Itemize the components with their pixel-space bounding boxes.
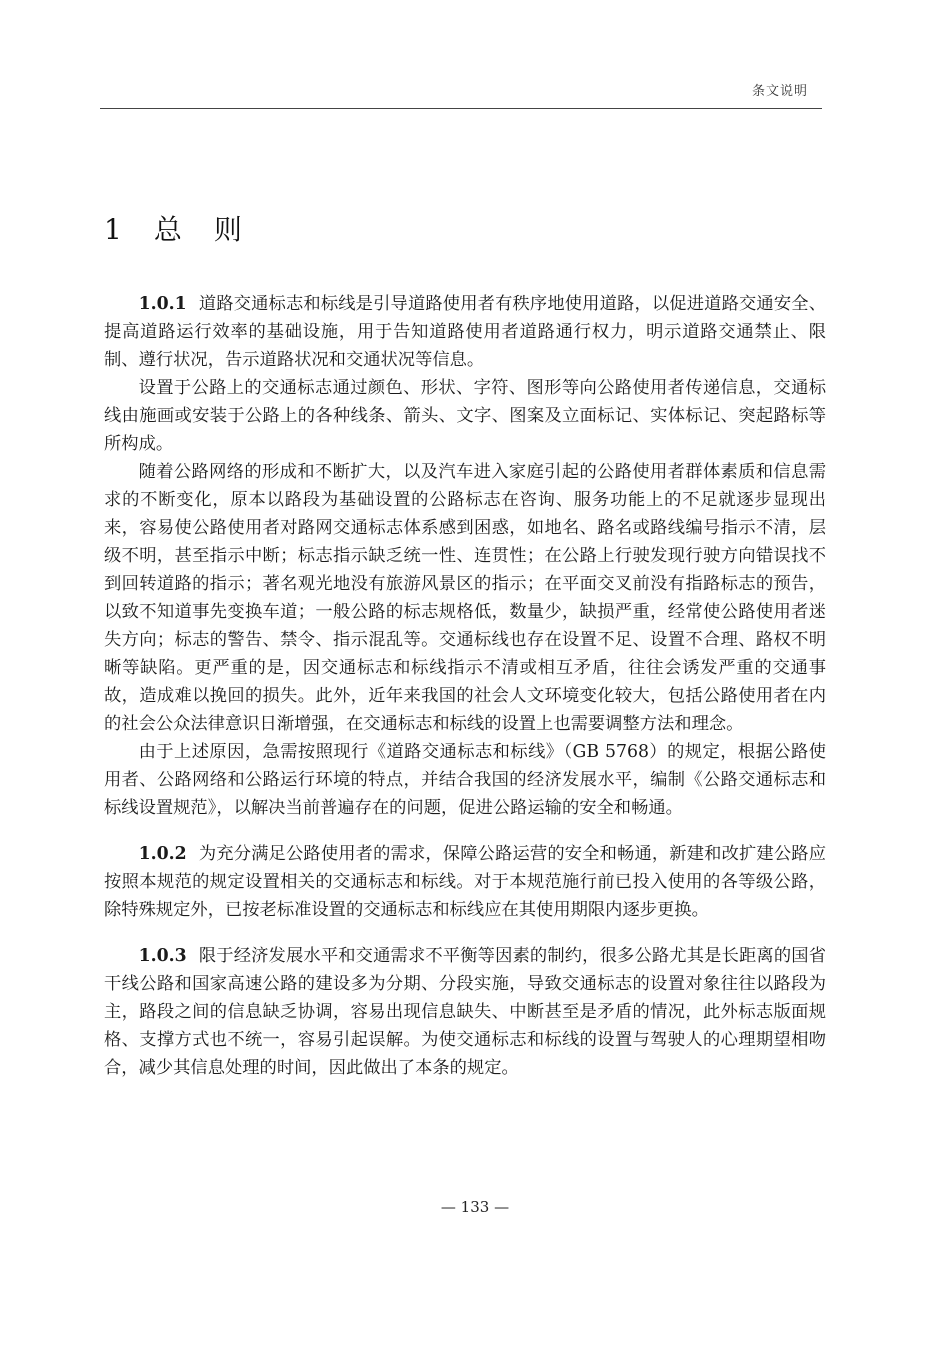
paragraph: 设置于公路上的交通标志通过颜色、形状、字符、图形等向公路使用者传递信息，交通标线由施画或安装于公路上的各种线条、箭头、文字、图案及立面标记、实体标记、突起路标等所构成。: [104, 378, 826, 454]
running-header: [100, 78, 822, 109]
clause-number: 1.0.1: [138, 294, 187, 314]
clause-1-0-2: [104, 840, 826, 924]
paragraph: [104, 942, 826, 1082]
paragraph: 由于上述原因，急需按照现行《道路交通标志和标线》（GB 5768）的规定，根据公路使用者、公路网络和公路运行环境的特点，并结合我国的经济发展水平，编制《公路交通标志和标线设置规范》，以解决当前普遍存在的问题，促进公路运输的安全和畅通。: [104, 742, 826, 818]
main-content: [104, 290, 826, 1100]
paragraph-text: 为充分满足公路使用者的需求，保障公路运营的安全和畅通，新建和改扩建公路应按照本规范的规定设置相关的交通标志和标线。对于本规范施行前已投入使用的各等级公路，除特殊规定外，已按老标准设置的交通标志和标线应在其使用期限内逐步更换。: [104, 844, 826, 920]
paragraph: 随着公路网络的形成和不断扩大，以及汽车进入家庭引起的公路使用者群体素质和信息需求的不断变化，原本以路段为基础设置的公路标志在咨询、服务功能上的不足就逐步显现出来，容易使公路使用者对路网交通标志体系感到困惑，如地名、路名或路线编号指示不清，层级不明，甚至指示中断；标志指示缺乏统一性、连贯性；在公路上行驶发现行驶方向错误找不到回转道路的指示；著名观光地没有旅游风景区的指示；在平面交叉前没有指路标志的预告，以致不知道事先变换车道；一般公路的标志规格低，数量少，缺损严重，经常使公路使用者迷失方向；标志的警告、禁令、指示混乱等。交通标线也存在设置不足、设置不合理、路权不明晰等缺陷。更严重的是，因交通标志和标线指示不清或相互矛盾，往往会诱发严重的交通事故，造成难以挽回的损失。此外，近年来我国的社会人文环境变化较大，包括公路使用者在内的社会公众法律意识日渐增强，在交通标志和标线的设置上也需要调整方法和理念。: [104, 462, 826, 734]
paragraph: [104, 840, 826, 924]
chapter-title: 1 总 则: [104, 213, 244, 246]
clause-1-0-3: [104, 942, 826, 1082]
paragraph: [104, 290, 826, 374]
paragraph-text: 道路交通标志和标线是引导道路使用者有秩序地使用道路，以促进道路交通安全、提高道路运行效率的基础设施，用于告知道路使用者道路通行权力，明示道路交通禁止、限制、遵行状况，告示道路状况和交通状况等信息。: [104, 294, 826, 370]
clause-number: 1.0.2: [138, 844, 187, 864]
clause-number: 1.0.3: [138, 946, 187, 966]
clause-1-0-1: [104, 290, 826, 822]
running-header-title: 条文说明: [751, 84, 808, 99]
page-number: — 133 —: [440, 1198, 510, 1216]
paragraph-text: 限于经济发展水平和交通需求不平衡等因素的制约，很多公路尤其是长距离的国省干线公路和国家高速公路的建设多为分期、分段实施，导致交通标志的设置对象往往以路段为主，路段之间的信息缺乏协调，容易出现信息缺失、中断甚至是矛盾的情况，此外标志版面规格、支撑方式也不统一，容易引起误解。为使交通标志和标线的设置与驾驶人的心理期望相吻合，减少其信息处理的时间，因此做出了本条的规定。: [104, 946, 826, 1078]
